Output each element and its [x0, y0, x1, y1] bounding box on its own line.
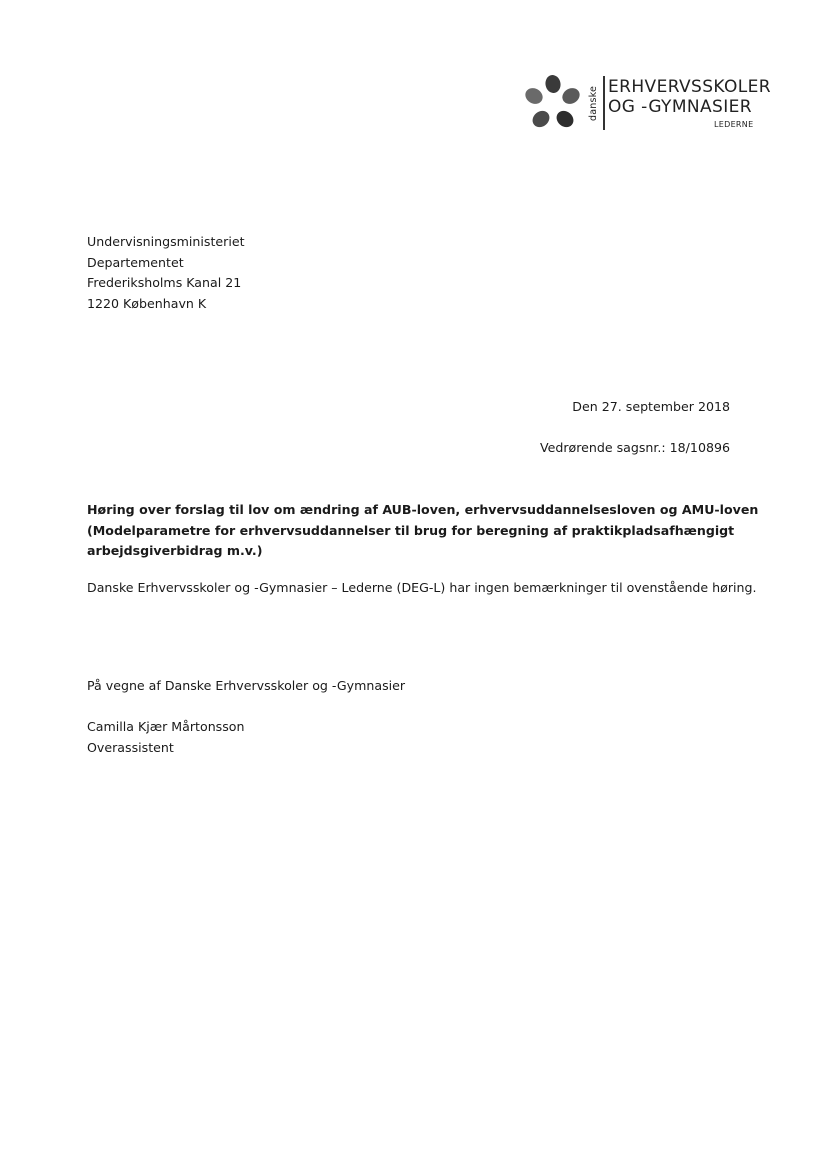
- recipient-address: [87, 232, 245, 315]
- organization-logo: [524, 72, 772, 134]
- logo-line-3: LEDERNE: [714, 120, 754, 129]
- logo-divider: [603, 76, 605, 130]
- recipient-line-4: 1220 København K: [87, 296, 207, 312]
- closing-line: På vegne af Danske Erhvervsskoler og -Gymnasier: [87, 678, 406, 693]
- case-reference: Vedrørende sagsnr.: 18/10896: [539, 440, 730, 455]
- logo-line-1: ERHVERVSSKOLER: [608, 77, 772, 97]
- signatory-name: Camilla Kjær Mårtonsson: [87, 719, 245, 734]
- recipient-line-3: Frederiksholms Kanal 21: [87, 275, 242, 291]
- signature-block: [87, 717, 245, 758]
- logo-small-text: danske: [588, 85, 600, 121]
- recipient-line-2: Departementet: [87, 254, 184, 270]
- subject-line-1: Høring over forslag til lov om ændring af AUB-loven, erhvervsuddannelsesloven og AMU-loven: [87, 502, 759, 517]
- logo-line-2: OG -GYMNASIER: [608, 97, 752, 117]
- letter-date: Den 27. september 2018: [572, 399, 730, 414]
- subject-line-3: arbejdsgiverbidrag m.v.): [87, 543, 263, 559]
- subject-heading: [87, 500, 758, 562]
- five-pebble-flower-icon: [524, 74, 582, 132]
- subject-line-2: (Modelparametre for erhvervsuddannelser til brug for beregning af praktikpladsafhængigt: [87, 522, 735, 538]
- body-paragraph: Danske Erhvervsskoler og -Gymnasier – Lederne (DEG-L) har ingen bemærkninger til ovenstående høring.: [87, 580, 757, 595]
- recipient-line-1: Undervisningsministeriet: [87, 234, 245, 249]
- signatory-role: Overassistent: [87, 739, 174, 755]
